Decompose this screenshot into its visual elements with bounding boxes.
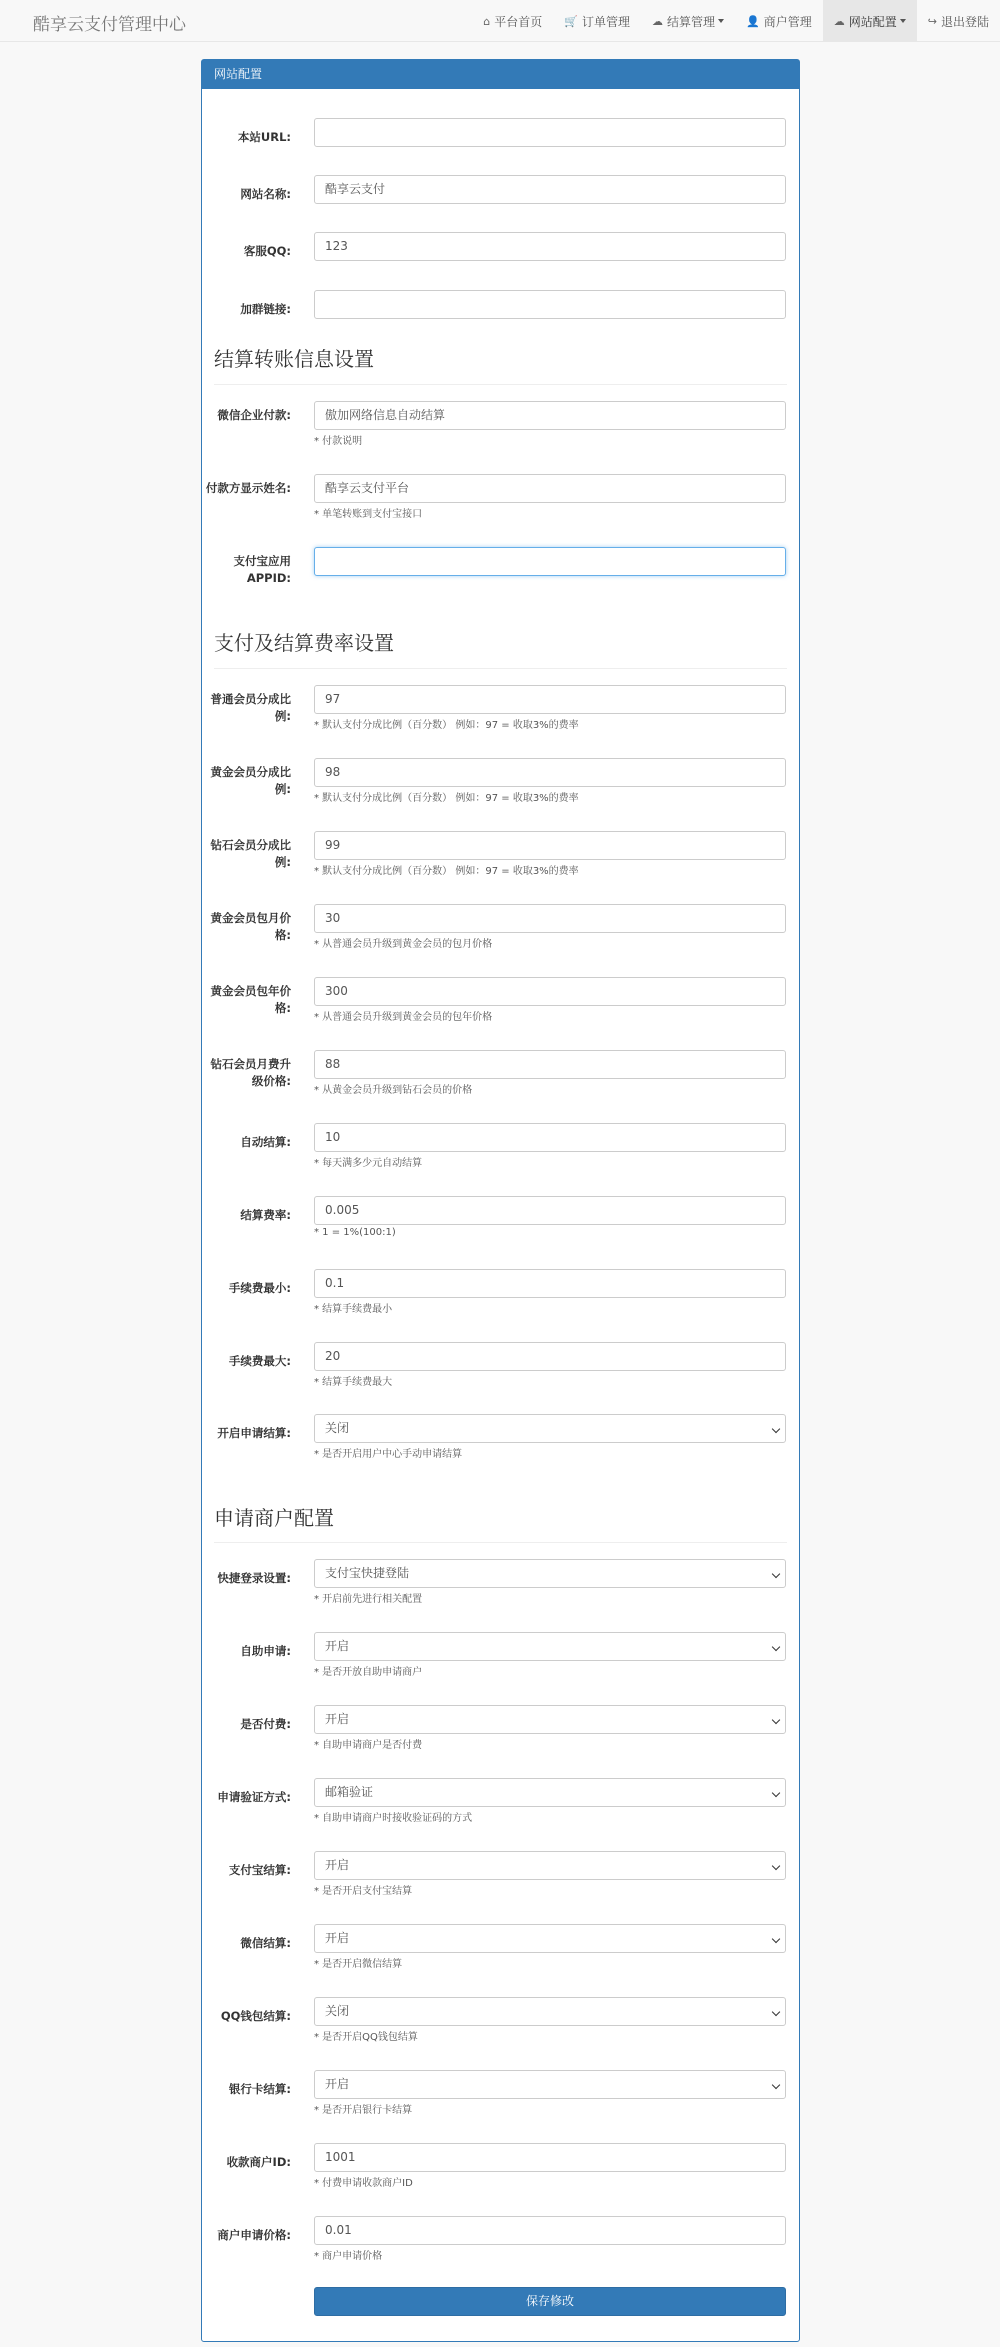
self-apply-select[interactable]: 开启 xyxy=(314,1632,786,1661)
verify-method-help-text: * 自助申请商户时接收验证码的方式 xyxy=(314,1813,473,1824)
pay-pid-help-text: * 付费申请收款商户ID xyxy=(314,2178,413,2189)
quick-login-label: 快捷登录设置: xyxy=(217,1571,291,1585)
site-name-input[interactable]: 酷享云支付 xyxy=(314,175,786,204)
group-link-label: 加群链接: xyxy=(240,302,291,316)
rate-gold-help-text: * 默认支付分成比例（百分数） 例如：97 = 收取3%的费率 xyxy=(314,793,579,804)
gold-month-input[interactable]: 30 xyxy=(314,904,786,933)
kf-qq-input[interactable]: 123 xyxy=(314,232,786,261)
self-apply-help-text: * 是否开放自助申请商户 xyxy=(314,1667,423,1678)
pay-pid-label: 收款商户ID: xyxy=(226,2155,291,2169)
auto-settle-label: 自动结算: xyxy=(240,1135,291,1149)
verify-method-select[interactable]: 邮箱验证 xyxy=(314,1778,786,1807)
auto-settle-help-text: * 每天满多少元自动结算 xyxy=(314,1158,423,1169)
section-title-rate: 支付及结算费率设置 xyxy=(214,631,394,655)
fee-min-input[interactable]: 0.1 xyxy=(314,1269,786,1298)
quick-login-help-text: * 开启前先进行相关配置 xyxy=(314,1594,423,1605)
nav-item-label: 订单管理 xyxy=(582,14,631,29)
nav-item-label: 平台首页 xyxy=(494,14,543,29)
fee-max-help-text: * 结算手续费最大 xyxy=(314,1377,393,1388)
nav-item-orders[interactable] xyxy=(553,0,641,42)
save-button[interactable]: 保存修改 xyxy=(314,2287,786,2316)
qq-settle-help-text: * 是否开启QQ钱包结算 xyxy=(314,2032,418,2043)
gold-year-label: 黄金会员包年价格: xyxy=(210,984,291,1015)
config-panel xyxy=(201,59,800,2342)
wx-pay-input[interactable]: 傲加网络信息自动结算 xyxy=(314,401,786,430)
qq-settle-label: QQ钱包结算: xyxy=(220,2009,291,2023)
bank-settle-select[interactable]: 开启 xyxy=(314,2070,786,2099)
fee-max-input[interactable]: 20 xyxy=(314,1342,786,1371)
apply-price-input[interactable]: 0.01 xyxy=(314,2216,786,2245)
is-paid-select[interactable]: 开启 xyxy=(314,1705,786,1734)
site-url-input[interactable] xyxy=(314,118,786,147)
apply-settle-label: 开启申请结算: xyxy=(217,1426,291,1440)
bank-settle-help-text: * 是否开启银行卡结算 xyxy=(314,2105,413,2116)
pay-pid-input[interactable]: 1001 xyxy=(314,2143,786,2172)
section-divider xyxy=(214,384,787,385)
quick-login-select[interactable]: 支付宝快捷登陆 xyxy=(314,1559,786,1588)
rate-normal-input[interactable]: 97 xyxy=(314,685,786,714)
bank-settle-label: 银行卡结算: xyxy=(228,2082,291,2096)
nav-item-label: 商户管理 xyxy=(763,14,812,29)
diamond-month-label: 钻石会员月费升级价格: xyxy=(210,1057,291,1088)
user-icon: 👤 xyxy=(746,14,760,28)
nav-item-merchants[interactable] xyxy=(735,0,823,42)
cloud-icon: ☁ xyxy=(833,14,845,28)
alipay-settle-label: 支付宝结算: xyxy=(228,1863,291,1877)
caret-down-icon xyxy=(718,19,724,23)
rate-gold-label: 黄金会员分成比例: xyxy=(210,765,291,796)
section-title-apply: 申请商户配置 xyxy=(214,1506,334,1530)
wx-settle-label: 微信结算: xyxy=(240,1936,291,1950)
settle-rate-label: 结算费率: xyxy=(240,1208,291,1222)
fee-min-help-text: * 结算手续费最小 xyxy=(314,1304,393,1315)
panel-title: 网站配置 xyxy=(202,60,799,89)
section-divider xyxy=(214,1542,787,1543)
self-apply-label: 自助申请: xyxy=(240,1644,291,1658)
diamond-month-input[interactable]: 88 xyxy=(314,1050,786,1079)
is-paid-help-text: * 自助申请商户是否付费 xyxy=(314,1740,423,1751)
payer-name-input[interactable]: 酷享云支付平台 xyxy=(314,474,786,503)
logout-icon: ↪ xyxy=(927,14,937,28)
nav-item-home[interactable] xyxy=(472,0,553,42)
apply-settle-help-text: * 是否开启用户中心手动申请结算 xyxy=(314,1449,463,1460)
apply-settle-select[interactable]: 关闭 xyxy=(314,1414,786,1443)
alipay-appid-label: 支付宝应用APPID: xyxy=(233,554,291,585)
apply-price-label: 商户申请价格: xyxy=(217,2228,291,2242)
wx-pay-label: 微信企业付款: xyxy=(217,408,291,422)
wx-settle-select[interactable]: 开启 xyxy=(314,1924,786,1953)
nav-item-label: 退出登陆 xyxy=(940,14,989,29)
auto-settle-input[interactable]: 10 xyxy=(314,1123,786,1152)
nav-item-label: 结算管理 xyxy=(667,14,716,29)
alipay-settle-help-text: * 是否开启支付宝结算 xyxy=(314,1886,413,1897)
nav-item-logout[interactable] xyxy=(917,0,1000,42)
kf-qq-label: 客服QQ: xyxy=(243,244,291,258)
cart-icon: 🛒 xyxy=(564,14,578,28)
top-navbar xyxy=(0,0,1000,42)
qq-settle-select[interactable]: 关闭 xyxy=(314,1997,786,2026)
rate-gold-input[interactable]: 98 xyxy=(314,758,786,787)
wx-settle-help-text: * 是否开启微信结算 xyxy=(314,1959,403,1970)
payer-name-label: 付款方显示姓名: xyxy=(205,481,291,495)
rate-diamond-input[interactable]: 99 xyxy=(314,831,786,860)
alipay-settle-select[interactable]: 开启 xyxy=(314,1851,786,1880)
gold-month-help-text: * 从普通会员升级到黄金会员的包月价格 xyxy=(314,939,493,950)
brand-title[interactable]: 酷享云支付管理中心 xyxy=(33,15,186,35)
caret-down-icon xyxy=(900,19,906,23)
main-nav xyxy=(472,0,1000,42)
is-paid-label: 是否付费: xyxy=(240,1717,291,1731)
verify-method-label: 申请验证方式: xyxy=(217,1790,291,1804)
rate-normal-help-text: * 默认支付分成比例（百分数） 例如：97 = 收取3%的费率 xyxy=(314,720,579,731)
fee-min-label: 手续费最小: xyxy=(228,1281,291,1295)
rate-diamond-help-text: * 默认支付分成比例（百分数） 例如：97 = 收取3%的费率 xyxy=(314,866,579,877)
section-title-settle: 结算转账信息设置 xyxy=(214,347,374,371)
settle-rate-help-text: * 1 = 1%(100:1) xyxy=(314,1227,396,1238)
gold-year-help-text: * 从普通会员升级到黄金会员的包年价格 xyxy=(314,1012,493,1023)
nav-item-site-config[interactable] xyxy=(823,0,917,42)
apply-price-help-text: * 商户申请价格 xyxy=(314,2251,383,2262)
site-url-label: 本站URL: xyxy=(237,130,291,144)
nav-item-label: 网站配置 xyxy=(848,14,897,29)
group-link-input[interactable] xyxy=(314,290,786,319)
rate-diamond-label: 钻石会员分成比例: xyxy=(210,838,291,869)
gold-year-input[interactable]: 300 xyxy=(314,977,786,1006)
nav-item-settlement[interactable] xyxy=(641,0,735,42)
fee-max-label: 手续费最大: xyxy=(228,1354,291,1368)
rate-normal-label: 普通会员分成比例: xyxy=(210,692,291,723)
diamond-month-help-text: * 从黄金会员升级到钻石会员的价格 xyxy=(314,1085,473,1096)
alipay-appid-input[interactable] xyxy=(314,547,786,576)
payer-name-help-text: * 单笔转账到支付宝接口 xyxy=(314,509,423,520)
gold-month-label: 黄金会员包月价格: xyxy=(210,911,291,942)
site-name-label: 网站名称: xyxy=(240,187,291,201)
section-divider xyxy=(214,668,787,669)
settle-rate-input[interactable]: 0.005 xyxy=(314,1196,786,1225)
wx-pay-help-text: * 付款说明 xyxy=(314,436,363,447)
cloud-icon: ☁ xyxy=(652,14,664,28)
home-icon: ⌂ xyxy=(483,14,491,28)
